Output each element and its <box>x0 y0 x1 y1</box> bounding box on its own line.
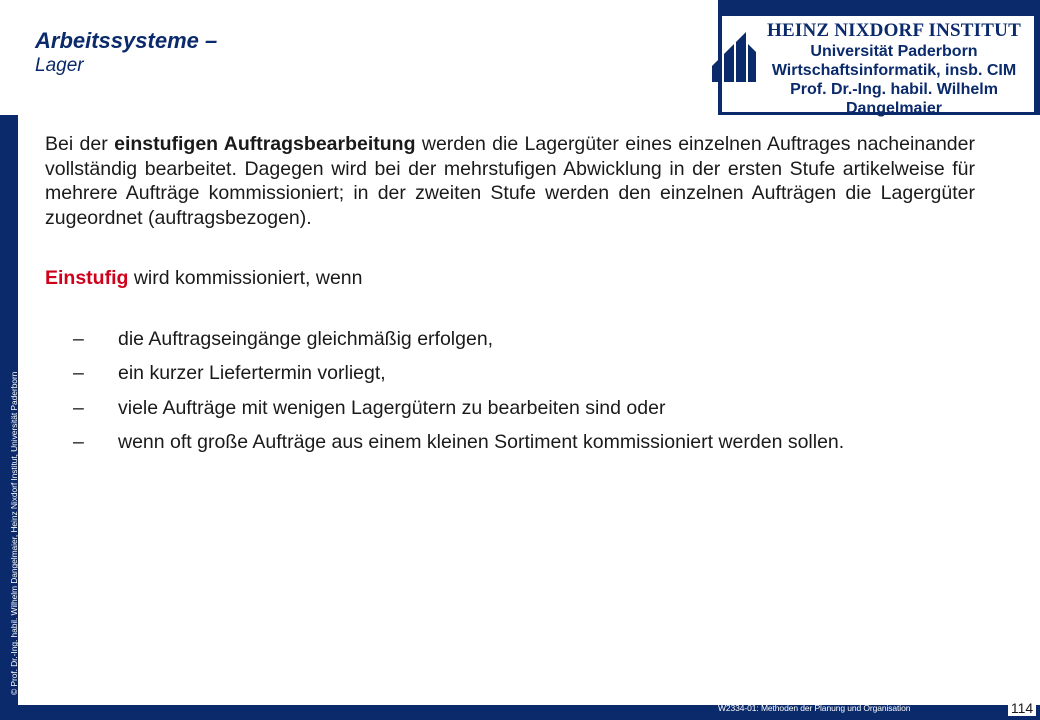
footer-course: W2334-01: Methoden der Planung und Organisation <box>718 703 911 713</box>
list-item-text: viele Aufträge mit wenigen Lagergütern zu bearbeiten sind oder <box>118 396 666 419</box>
list-item <box>45 396 975 421</box>
dash-bullet-icon: – <box>73 396 84 419</box>
dash-bullet-icon: – <box>73 431 84 453</box>
list-item <box>45 327 975 352</box>
logo-professor: Prof. Dr.-Ing. habil. Wilhelm Dangelmaier <box>790 81 998 117</box>
list-item-text: ein kurzer Liefertermin vorliegt, <box>118 362 386 384</box>
logo-university: Universität Paderborn <box>810 43 978 60</box>
page-number: 114 <box>1008 696 1036 716</box>
institute-logo-icon <box>708 30 760 82</box>
condition-list <box>45 327 975 455</box>
dash-bullet-icon: – <box>73 327 84 350</box>
intro-text-end: werden die Lagergüter eines einzelnen Auftrages nacheinander vollständig bearbeitet. Dagegen wird bei der mehrstufigen Abwicklung in der ersten Stufe artikelweise für mehrere Aufträge kommissioniert; in der zweiten Stufe werden den einzelnen Aufträgen die Lagergüter zugeordnet (auftragsbezogen). <box>45 133 975 229</box>
intro-text-start: Bei der <box>45 133 115 155</box>
slide-header <box>35 28 217 78</box>
logo-department: Wirtschaftsinformatik, insb. CIM <box>771 62 1017 79</box>
dash-bullet-icon: – <box>73 362 84 384</box>
logo-institute-name: HEINZ NIXDORF INSTITUT <box>767 20 1021 41</box>
list-item-text: die Auftragseingänge gleichmäßig erfolgen, <box>118 327 494 350</box>
intro-paragraph <box>45 132 975 230</box>
slide-title: Arbeitssysteme – <box>35 28 218 53</box>
highlight-term: Einstufig <box>45 267 129 289</box>
copyright-text: © Prof. Dr.-Ing. habil. Wilhelm Dangelmaier, Heinz Nixdorf Institut, Universität Paderborn <box>9 371 19 695</box>
condition-lead <box>45 266 975 291</box>
slide-subtitle: Lager <box>35 55 84 76</box>
intro-bold-term: einstufigen Auftragsbearbeitung <box>114 133 416 155</box>
institute-logo-text <box>765 20 1023 118</box>
slide-content <box>45 132 975 465</box>
list-item-text: wenn oft große Aufträge aus einem kleinen Sortiment kommissioniert werden sollen. <box>118 431 845 453</box>
condition-lead-text: wird kommissioniert, wenn <box>128 267 363 289</box>
list-item <box>45 361 975 386</box>
list-item <box>45 430 975 455</box>
